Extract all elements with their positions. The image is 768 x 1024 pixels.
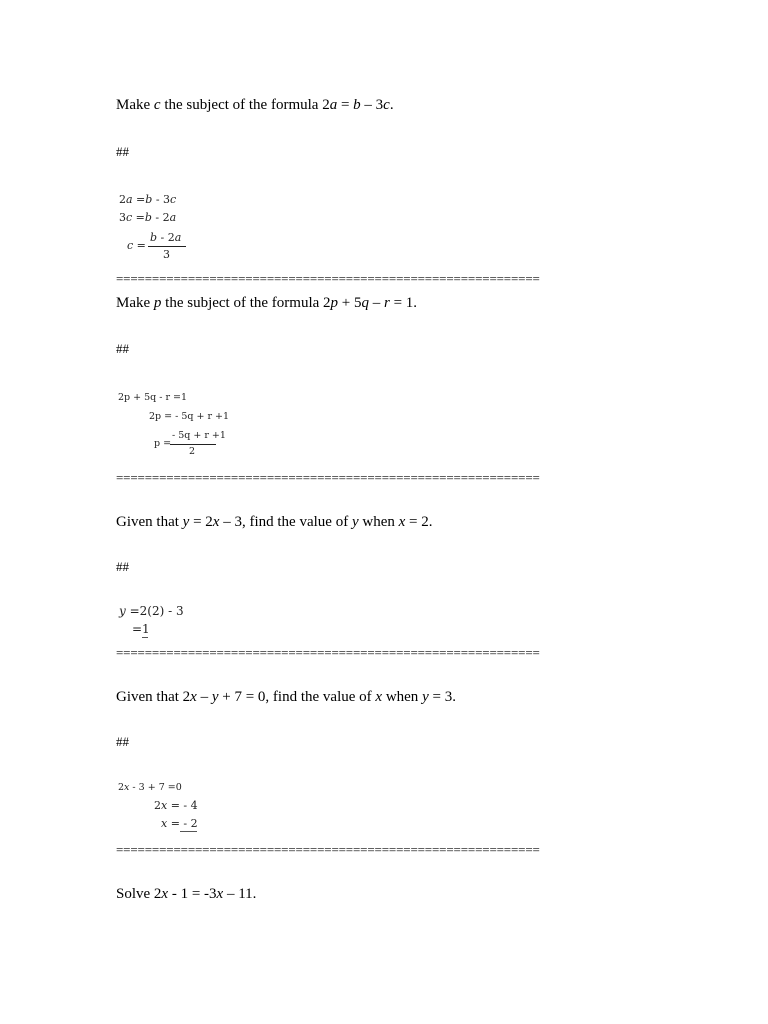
separator: =========================================================== [116, 470, 540, 485]
fraction-numerator: b - 2a [150, 231, 182, 244]
working-line: p = [154, 438, 172, 449]
working-line: 2a =b - 3c [119, 193, 177, 206]
working-line: 3c =b - 2a [119, 211, 177, 224]
problem-4-question: Given that 2x – y + 7 = 0, find the value of x when y = 3. [116, 689, 456, 705]
problem-5-question: Solve 2x - 1 = -3x – 11. [116, 886, 257, 902]
separator: =========================================================== [116, 645, 540, 660]
working-line: 2p + 5q - r =1 [118, 392, 188, 403]
fraction-bar [170, 444, 216, 445]
answer-underline [142, 637, 148, 638]
fraction-bar [148, 246, 186, 247]
problem-2-marker: ## [116, 341, 129, 356]
problem-1-question: Make c the subject of the formula 2a = b – 3c. [116, 97, 394, 113]
working-line: 2x - 3 + 7 =0 [118, 782, 182, 793]
fraction-denominator: 3 [163, 248, 170, 261]
problem-3-question: Given that y = 2x – 3, find the value of y when x = 2. [116, 514, 433, 530]
working-line: y =2(2) - 3 [119, 604, 184, 618]
separator: =========================================================== [116, 271, 540, 286]
problem-1-marker: ## [116, 144, 129, 159]
working-line: 2p = - 5q + r +1 [149, 411, 230, 422]
working-line: 2x = - 4 [154, 799, 198, 812]
problem-4-marker: ## [116, 734, 129, 749]
working-line: x = - 2 [161, 817, 198, 830]
fraction-numerator: - 5q + r +1 [172, 430, 226, 441]
answer-underline [180, 831, 197, 832]
separator: =========================================================== [116, 842, 540, 857]
problem-2-question: Make p the subject of the formula 2p + 5q – r = 1. [116, 295, 418, 311]
working-line: c = [127, 239, 146, 252]
fraction-denominator: 2 [189, 446, 196, 457]
working-line: =1 [132, 622, 150, 636]
problem-3-marker: ## [116, 559, 129, 574]
